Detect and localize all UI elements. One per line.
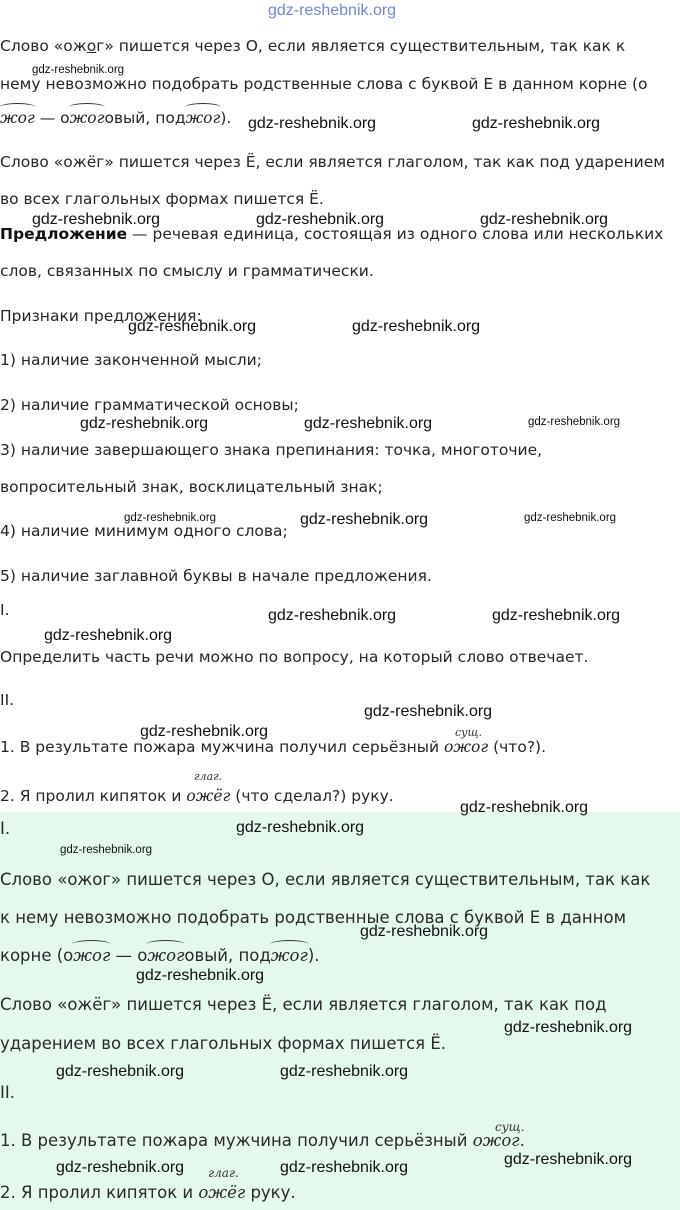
watermark: gdz-reshebnik.org <box>128 318 257 335</box>
b-roman-one: I. <box>0 819 11 838</box>
watermark: gdz-reshebnik.org <box>140 723 269 740</box>
watermark: gdz-reshebnik.org <box>304 415 433 432</box>
example-1: 1. В результате пожара мужчина получил серьёзный ожог (что?). <box>0 738 547 756</box>
watermark: gdz-reshebnik.org <box>56 1063 185 1080</box>
watermark: gdz-reshebnik.org <box>280 1063 409 1080</box>
watermark: gdz-reshebnik.org <box>80 415 209 432</box>
watermark: gdz-reshebnik.org <box>528 416 621 428</box>
b-noun-note: сущ. <box>495 1120 525 1134</box>
b-verb-note: глаг. <box>208 1166 239 1180</box>
b-example-2: 2. Я пролил кипяток и ожёг руку. <box>0 1183 296 1202</box>
p2-line1: Слово «ожёг» пишется через Ё, если является глаголом, так как под ударением <box>0 153 665 171</box>
sign-3-cont: вопросительный знак, восклицательный знак; <box>0 478 383 496</box>
watermark: gdz-reshebnik.org <box>32 64 125 76</box>
sign-2: 2) наличие грамматической основы; <box>0 396 299 414</box>
watermark: gdz-reshebnik.org <box>60 844 153 856</box>
watermark: gdz-reshebnik.org <box>124 512 217 524</box>
watermark: gdz-reshebnik.org <box>504 1019 633 1036</box>
watermark: gdz-reshebnik.org <box>460 799 589 816</box>
watermark-header: gdz-reshebnik.org <box>268 2 397 19</box>
watermark: gdz-reshebnik.org <box>480 211 609 228</box>
watermark: gdz-reshebnik.org <box>352 318 481 335</box>
watermark: gdz-reshebnik.org <box>136 967 265 984</box>
definition-line2: слов, связанных по смыслу и грамматически. <box>0 262 374 280</box>
roman-two: II. <box>0 691 15 709</box>
watermark: gdz-reshebnik.org <box>256 211 385 228</box>
sign-1: 1) наличие законченной мысли; <box>0 351 262 369</box>
watermark: gdz-reshebnik.org <box>300 511 429 528</box>
verb-note: глаг. <box>194 770 223 783</box>
watermark: gdz-reshebnik.org <box>360 923 489 940</box>
watermark: gdz-reshebnik.org <box>472 115 601 132</box>
watermark: gdz-reshebnik.org <box>492 607 621 624</box>
watermark: gdz-reshebnik.org <box>32 211 161 228</box>
p2-line2: во всех глагольных формах пишется Ё. <box>0 190 324 208</box>
sign-3: 3) наличие завершающего знака препинания: точка, многоточие, <box>0 441 543 459</box>
sign-4: 4) наличие минимум одного слова; <box>0 522 288 540</box>
b-roman-two: II. <box>0 1083 15 1102</box>
b-p2-line2: ударением во всех глагольных формах пишется Ё. <box>0 1034 446 1053</box>
b-p1-line3: корне (ожог — ожоговый, поджог). <box>0 946 320 965</box>
roman-one-text: Определить часть речи можно по вопросу, на который слово отвечает. <box>0 648 589 666</box>
definition-line1: Предложение — речевая единица, состоящая из одного слова или нескольких <box>0 225 664 243</box>
b-p2-line1: Слово «ожёг» пишется через Ё, если является глаголом, так как под <box>0 995 607 1014</box>
p1-line2: нему невозможно подобрать родственные слова с буквой Е в данном корне (о <box>0 75 648 93</box>
watermark: gdz-reshebnik.org <box>504 1151 633 1168</box>
signs-title: Признаки предложения: <box>0 307 202 325</box>
watermark: gdz-reshebnik.org <box>236 819 365 836</box>
roman-one: I. <box>0 601 10 619</box>
b-p1-line1: Слово «ожог» пишется через О, если является существительным, так как <box>0 870 651 889</box>
watermark: gdz-reshebnik.org <box>524 512 617 524</box>
b-example-1: 1. В результате пожара мужчина получил серьёзный ожог. <box>0 1131 525 1150</box>
watermark: gdz-reshebnik.org <box>248 115 377 132</box>
watermark: gdz-reshebnik.org <box>364 703 493 720</box>
p1-line3: жог — ожоговый, поджог). <box>0 109 232 127</box>
watermark: gdz-reshebnik.org <box>44 627 173 644</box>
sign-5: 5) наличие заглавной буквы в начале предложения. <box>0 567 432 585</box>
p1-line1: Слово «ожог» пишется через О, если является существительным, так как к <box>0 37 626 55</box>
watermark: gdz-reshebnik.org <box>280 1159 409 1176</box>
watermark: gdz-reshebnik.org <box>56 1159 185 1176</box>
b-p1-line2: к нему невозможно подобрать родственные слова с буквой Е в данном <box>0 908 627 927</box>
watermark: gdz-reshebnik.org <box>268 607 397 624</box>
noun-note: сущ. <box>455 726 483 739</box>
example-2: 2. Я пролил кипяток и ожёг (что сделал?) руку. <box>0 787 394 805</box>
